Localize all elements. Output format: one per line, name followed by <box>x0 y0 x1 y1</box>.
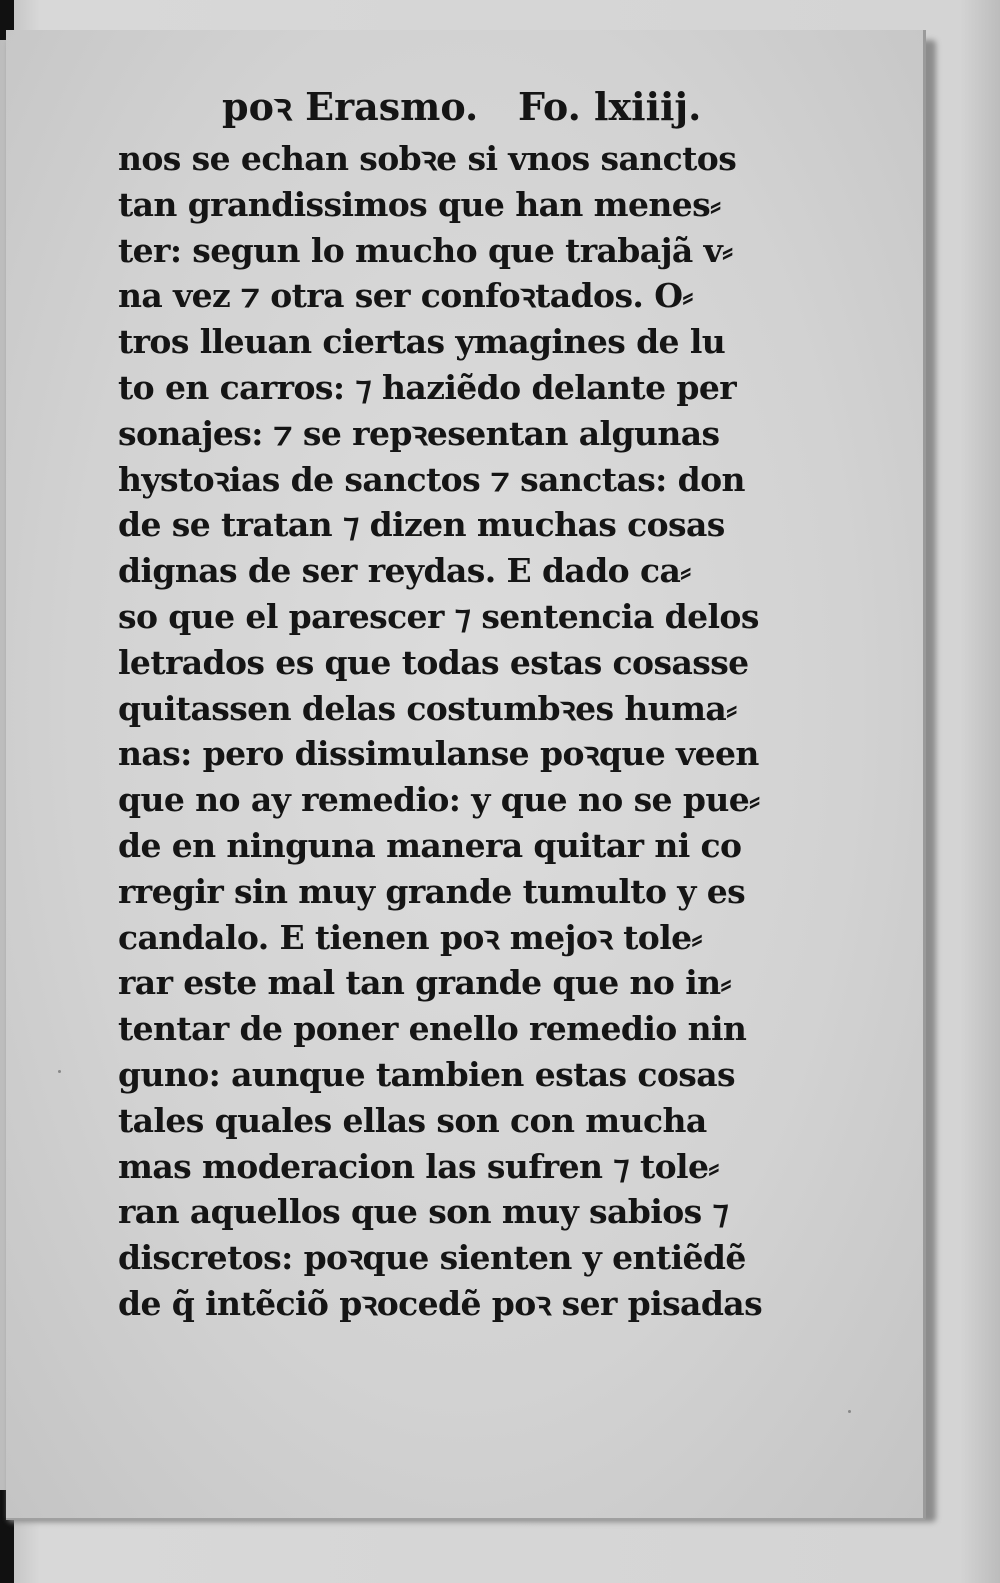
text-line: sonajes: ⁊ se repꝛesentan algunas <box>118 413 720 453</box>
text-line: rar este mal tan grande que no in⸗ <box>118 963 731 1003</box>
text-line: quitassen delas costumbꝛes huma⸗ <box>118 688 737 728</box>
text-line: to en carros: ⁊ haziẽdo delante per <box>118 367 737 407</box>
text-line: so que el parescer ⁊ sentencia delos <box>118 596 759 636</box>
text-line: ter: segun lo mucho que trabajã v⸗ <box>118 230 733 270</box>
paper-speck <box>848 1410 851 1413</box>
text-line: guno: aunque tambien estas cosas <box>118 1054 736 1094</box>
text-line: hystoꝛias de sanctos ⁊ sanctas: don <box>118 459 745 499</box>
text-line: de se tratan ⁊ dizen muchas cosas <box>118 505 725 545</box>
text-line: tros lleuan ciertas ymagines de lu <box>118 322 726 362</box>
text-line: de q̃ intẽciõ pꝛocedẽ poꝛ ser pisadas <box>118 1283 763 1323</box>
text-line: ran aquellos que son muy sabios ⁊ <box>118 1192 729 1232</box>
text-line: letrados es que todas estas cosasse <box>118 642 749 682</box>
text-line: tales quales ellas son con mucha <box>118 1100 707 1140</box>
text-line: nas: pero dissimulanse poꝛque veen <box>118 734 759 774</box>
text-line: de en ninguna manera quitar ni co <box>118 825 742 865</box>
book-page <box>6 30 926 1520</box>
text-line: dignas de ser reydas. E dado ca⸗ <box>118 551 691 591</box>
text-line: rregir sin muy grande tumulto y es <box>118 871 746 911</box>
paper-speck <box>58 1070 61 1073</box>
text-block <box>118 78 798 1327</box>
text-line: candalo. E tienen poꝛ mejoꝛ tole⸗ <box>118 917 702 957</box>
text-line: na vez ⁊ otra ser confoꝛtados. O⸗ <box>118 276 693 316</box>
running-head <box>118 78 798 136</box>
text-line: mas moderacion las sufren ⁊ tole⸗ <box>118 1146 719 1186</box>
text-line: tentar de poner enello remedio nin <box>118 1009 747 1049</box>
text-line: que no ay remedio: y que no se pue⸗ <box>118 780 760 820</box>
body-text <box>118 136 798 1327</box>
text-line: discretos: poꝛque sienten y entiẽdẽ <box>118 1238 746 1278</box>
text-line: nos se echan sobꝛe si vnos sanctos <box>118 139 737 178</box>
text-line: tan grandissimos que han menes⸗ <box>118 184 721 224</box>
running-head-title: poꝛ Erasmo. <box>222 84 479 129</box>
folio-number: Fo. lxiiij. <box>518 84 702 129</box>
